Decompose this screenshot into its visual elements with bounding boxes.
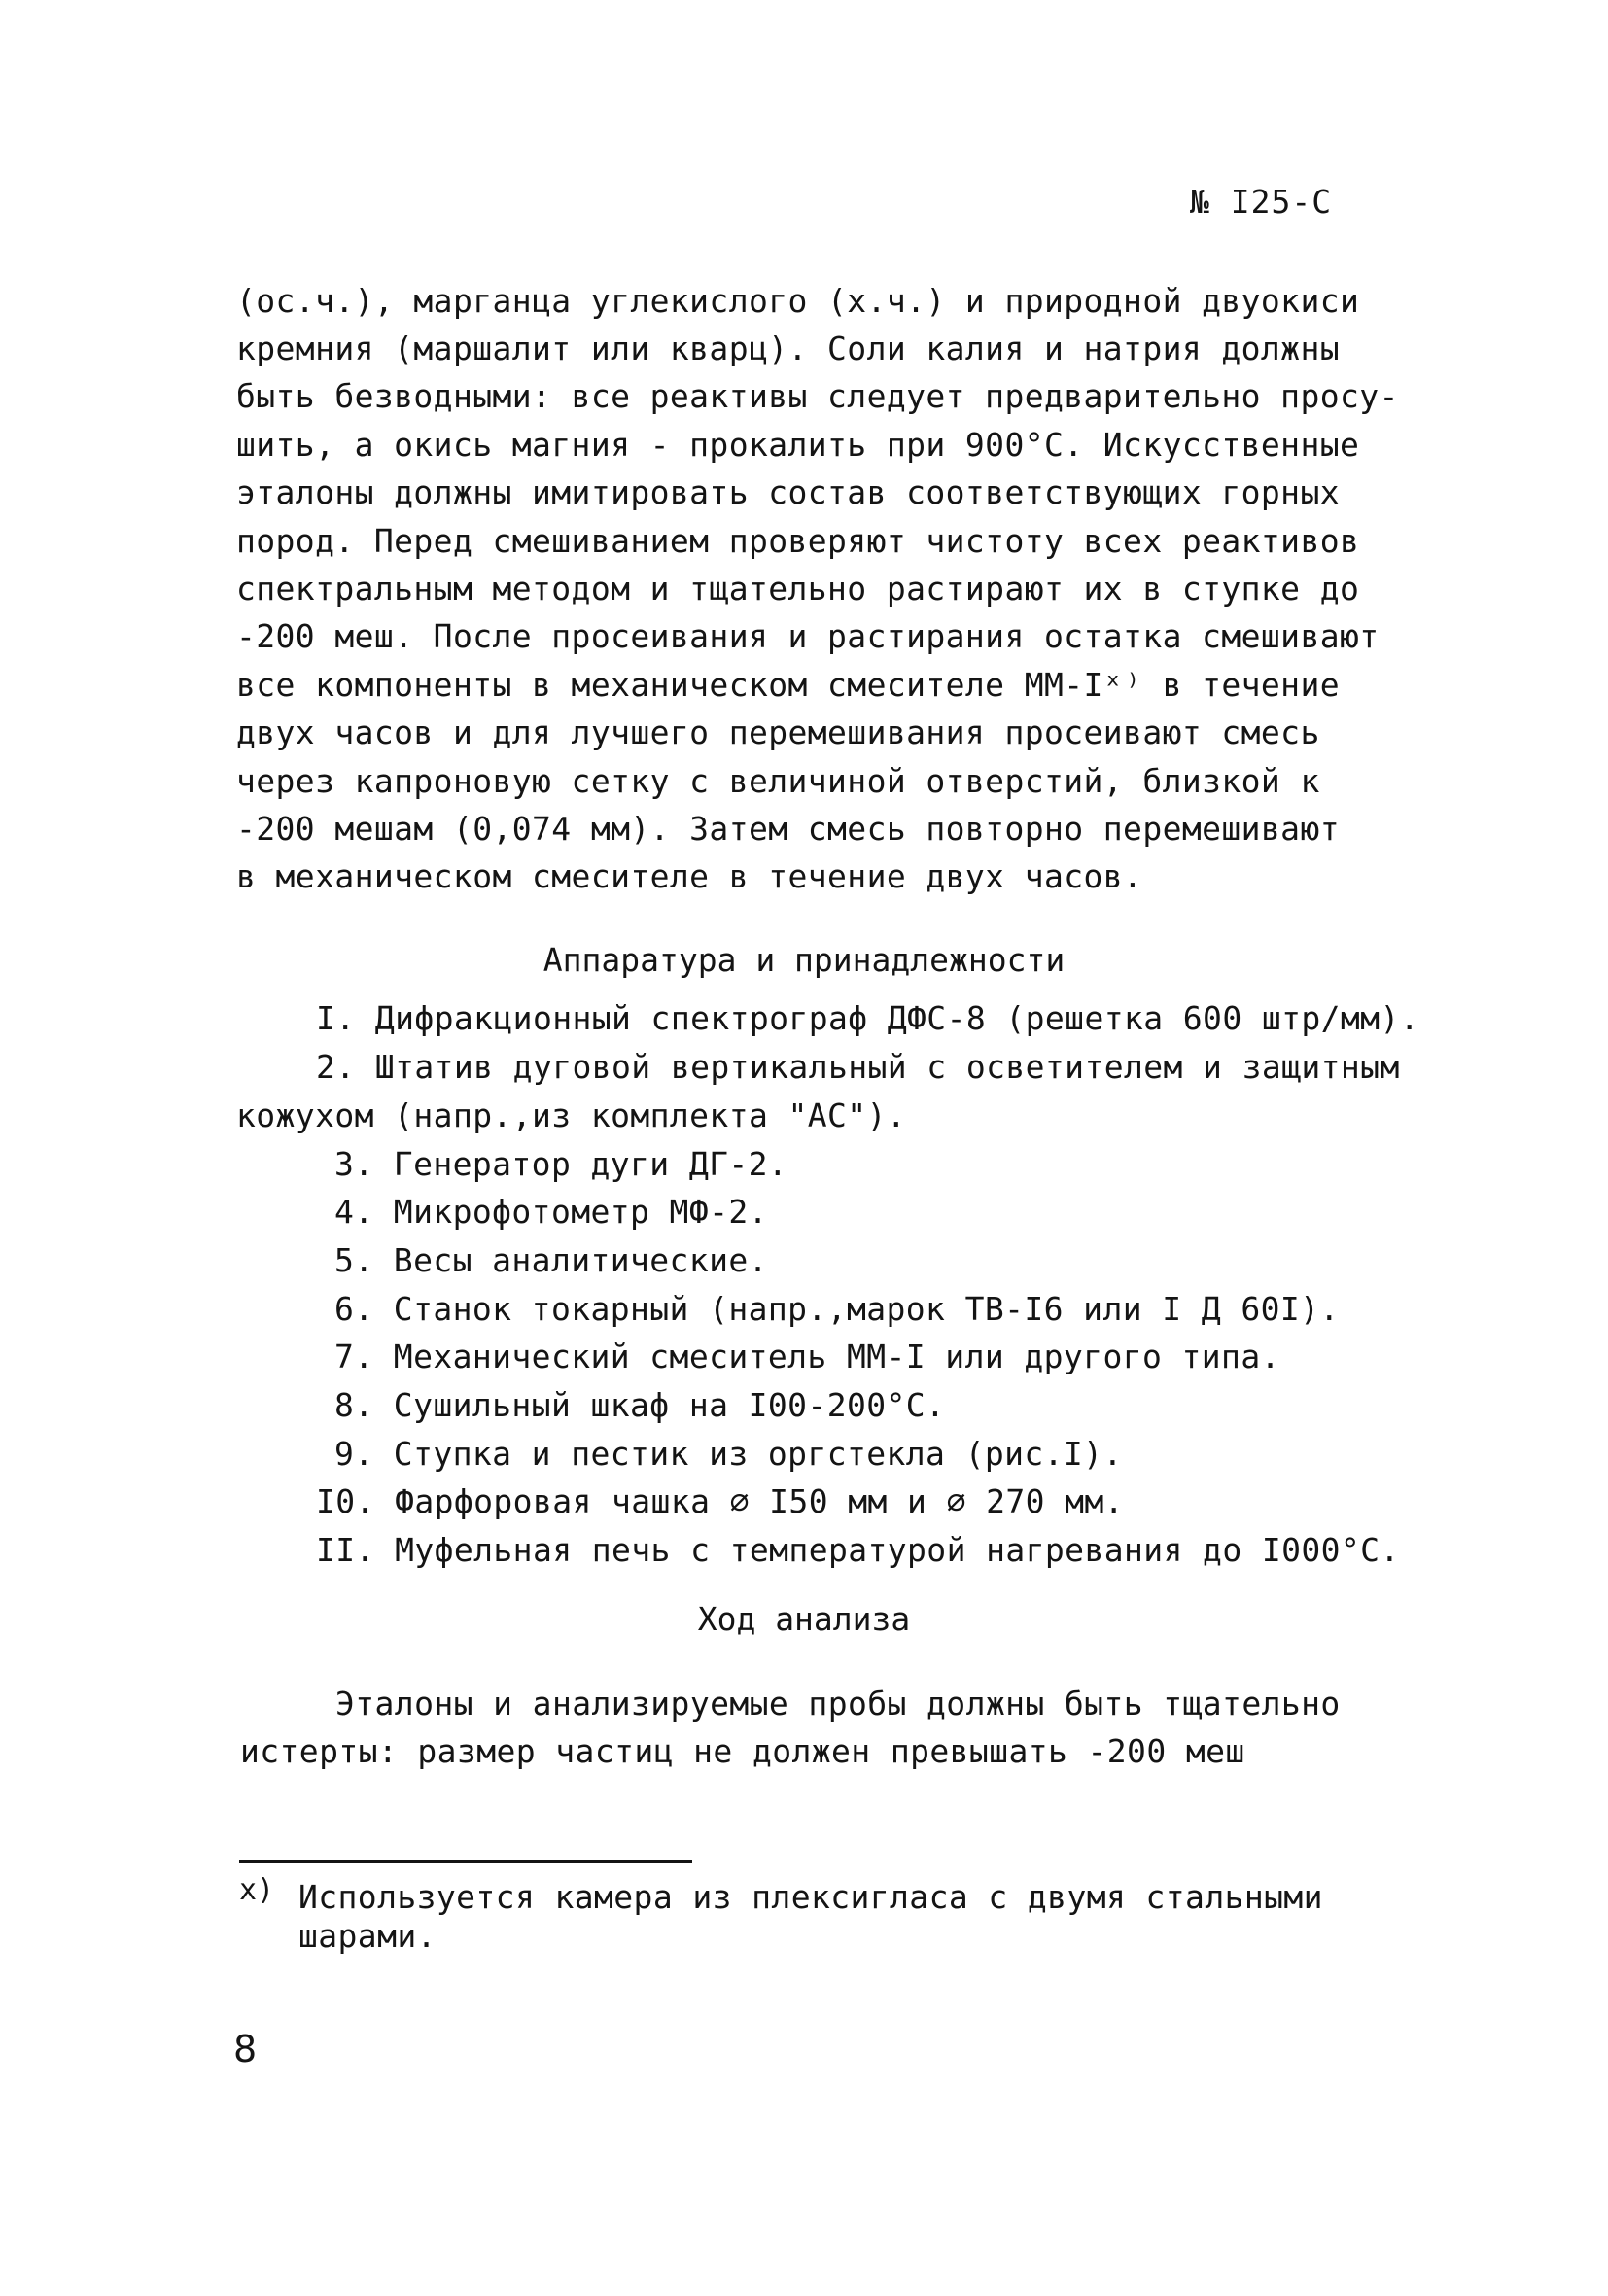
page-number: 8 <box>233 2028 258 2070</box>
body-line: пород. Перед смешиванием проверяют чистоту всех реактивов <box>236 522 1360 560</box>
body-line: кремния (маршалит или кварц). Соли калия и натрия должны <box>236 330 1340 367</box>
body-line: быть безводными: все реактивы следует предварительно просу- <box>236 377 1399 415</box>
body-line: через капроновую сетку с величиной отверстий, близкой к <box>236 762 1320 800</box>
body-line: двух часов и для лучшего перемешивания просеивают смесь <box>236 713 1320 751</box>
body-line: спектральным методом и тщательно растирают их в ступке до <box>236 570 1360 608</box>
list-item: II. Муфельная печь с температурой нагревания до I000°С. <box>316 1531 1400 1569</box>
list-item: 3. Генератор дуги ДГ-2. <box>334 1145 788 1183</box>
document-number: № I25-C <box>1190 183 1333 221</box>
footnote-rule <box>239 1860 692 1863</box>
body-line: (ос.ч.), марганца углекислого (х.ч.) и природной двуокиси <box>236 282 1360 320</box>
list-item-continuation: кожухом (напр.,из комплекта "АС"). <box>236 1096 907 1134</box>
list-item: 9. Ступка и пестик из оргстекла (рис.I). <box>334 1435 1123 1473</box>
list-item: 6. Станок токарный (напр.,марок ТВ-I6 или I Д 60I). <box>334 1290 1340 1328</box>
footnote-line: шарами. <box>298 1917 437 1955</box>
body-line: все компоненты в механическом смесителе ММ-Iˣ⁾ в течение <box>236 666 1340 704</box>
list-item: 5. Весы аналитические. <box>334 1241 768 1279</box>
list-item: 2. Штатив дуговой вертикальный с осветителем и защитным <box>316 1048 1400 1086</box>
list-item: 7. Механический смеситель ММ-I или другого типа. <box>334 1338 1280 1375</box>
body-line: шить, а окись магния - прокалить при 900°С. Искусственные <box>236 426 1360 464</box>
body-line: -200 мешам (0,074 мм). Затем смесь повторно перемешивают <box>236 810 1340 848</box>
body-line: эталоны должны имитировать состав соответствующих горных <box>236 473 1340 511</box>
body-line: -200 меш. После просеивания и растирания остатка смешивают <box>236 617 1380 655</box>
analysis-heading: Ход анализа <box>697 1600 911 1638</box>
list-item: I0. Фарфоровая чашка ∅ I50 мм и ∅ 270 мм. <box>316 1482 1124 1520</box>
footnote-line: Используется камера из плексигласа с двумя стальными <box>298 1878 1323 1916</box>
body-line: истерты: размер частиц не должен превышать -200 меш <box>240 1732 1245 1770</box>
body-line: в механическом смесителе в течение двух часов. <box>236 857 1143 895</box>
footnote-mark: x) <box>239 1873 275 1907</box>
list-item: 4. Микрофотометр МФ-2. <box>334 1193 768 1231</box>
apparatus-heading: Аппаратура и принадлежности <box>542 941 1066 979</box>
body-line: Эталоны и анализируемые пробы должны быть тщательно <box>335 1685 1341 1722</box>
list-item: I. Дифракционный спектрограф ДФС-8 (решетка 600 штр/мм). <box>316 999 1419 1037</box>
list-item: 8. Сушильный шкаф на I00-200°С. <box>334 1386 946 1424</box>
